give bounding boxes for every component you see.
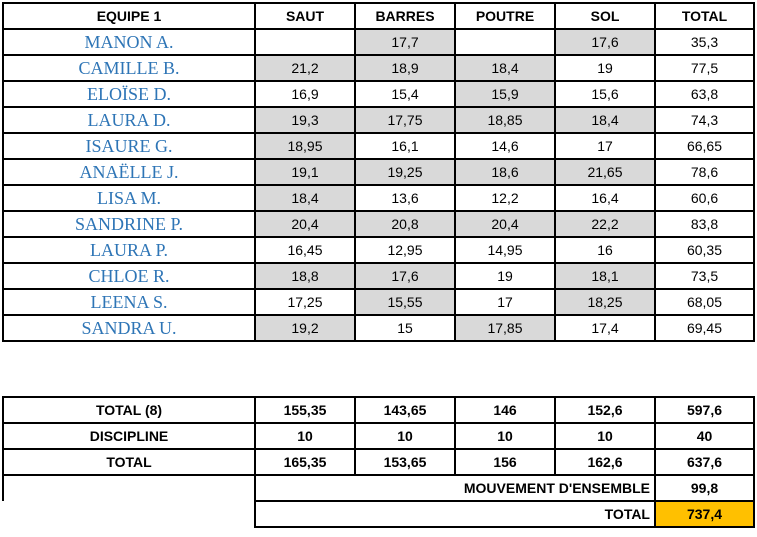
summary-total: 637,6: [655, 449, 754, 475]
score-poutre: 14,95: [455, 237, 555, 263]
athlete-row: [3, 211, 754, 237]
summary-sol: 152,6: [555, 397, 655, 423]
score-saut: 21,2: [255, 55, 355, 81]
athlete-row: [3, 107, 754, 133]
score-barres: 15: [355, 315, 455, 341]
score-sol: 21,65: [555, 159, 655, 185]
summary-table: [2, 396, 755, 528]
score-total: 35,3: [655, 29, 754, 55]
athlete-name: ELOÏSE D.: [3, 81, 255, 107]
score-sol: 17,6: [555, 29, 655, 55]
summary-barres: 143,65: [355, 397, 455, 423]
score-poutre: 17: [455, 289, 555, 315]
summary-label: DISCIPLINE: [3, 423, 255, 449]
summary-sol: 10: [555, 423, 655, 449]
ensemble-label: MOUVEMENT D'ENSEMBLE: [255, 475, 655, 501]
athlete-row: [3, 133, 754, 159]
athlete-name: LISA M.: [3, 185, 255, 211]
score-poutre: 12,2: [455, 185, 555, 211]
ensemble-row: [3, 475, 754, 501]
score-sol: 18,4: [555, 107, 655, 133]
score-poutre: 14,6: [455, 133, 555, 159]
athlete-name: ANAËLLE J.: [3, 159, 255, 185]
summary-total: 40: [655, 423, 754, 449]
athlete-name: CHLOE R.: [3, 263, 255, 289]
score-sol: 15,6: [555, 81, 655, 107]
score-total: 60,6: [655, 185, 754, 211]
athlete-name: SANDRA U.: [3, 315, 255, 341]
col-header-sol: SOL: [555, 3, 655, 29]
grand-total-value: 737,4: [655, 501, 754, 527]
scores-table: [2, 2, 755, 342]
score-total: 77,5: [655, 55, 754, 81]
score-saut: 16,45: [255, 237, 355, 263]
score-saut: 19,1: [255, 159, 355, 185]
athlete-row: [3, 237, 754, 263]
grand-total-label: TOTAL: [255, 501, 655, 527]
athlete-row: [3, 185, 754, 211]
athlete-rows: [3, 29, 754, 341]
athlete-row: [3, 29, 754, 55]
blank-cell: [3, 475, 255, 501]
summary-label: TOTAL (8): [3, 397, 255, 423]
score-saut: 18,95: [255, 133, 355, 159]
score-poutre: 19: [455, 263, 555, 289]
score-poutre: 20,4: [455, 211, 555, 237]
col-header-poutre: POUTRE: [455, 3, 555, 29]
score-sol: 18,1: [555, 263, 655, 289]
athlete-row: [3, 55, 754, 81]
score-saut: 18,8: [255, 263, 355, 289]
score-saut: 18,4: [255, 185, 355, 211]
ensemble-value: 99,8: [655, 475, 754, 501]
col-header-saut: SAUT: [255, 3, 355, 29]
summary-barres: 153,65: [355, 449, 455, 475]
summary-total: 597,6: [655, 397, 754, 423]
score-total: 60,35: [655, 237, 754, 263]
col-header-barres: BARRES: [355, 3, 455, 29]
score-barres: 17,75: [355, 107, 455, 133]
score-total: 69,45: [655, 315, 754, 341]
score-total: 74,3: [655, 107, 754, 133]
score-poutre: 18,6: [455, 159, 555, 185]
athlete-name: LAURA P.: [3, 237, 255, 263]
summary-poutre: 10: [455, 423, 555, 449]
score-total: 68,05: [655, 289, 754, 315]
score-sol: 19: [555, 55, 655, 81]
score-sol: 22,2: [555, 211, 655, 237]
score-saut: 17,25: [255, 289, 355, 315]
summary-barres: 10: [355, 423, 455, 449]
score-total: 83,8: [655, 211, 754, 237]
header-row: [3, 3, 754, 29]
score-poutre: [455, 29, 555, 55]
score-sol: 17: [555, 133, 655, 159]
col-header-total: TOTAL: [655, 3, 754, 29]
summary-saut: 10: [255, 423, 355, 449]
summary-saut: 165,35: [255, 449, 355, 475]
athlete-row: [3, 81, 754, 107]
summary-row-discipline: [3, 423, 754, 449]
score-barres: 15,55: [355, 289, 455, 315]
score-sol: 16,4: [555, 185, 655, 211]
summary-row-total8: [3, 397, 754, 423]
score-saut: 16,9: [255, 81, 355, 107]
score-poutre: 17,85: [455, 315, 555, 341]
score-barres: 19,25: [355, 159, 455, 185]
score-total: 73,5: [655, 263, 754, 289]
score-poutre: 15,9: [455, 81, 555, 107]
score-barres: 12,95: [355, 237, 455, 263]
score-sol: 16: [555, 237, 655, 263]
score-total: 78,6: [655, 159, 754, 185]
athlete-name: MANON A.: [3, 29, 255, 55]
score-poutre: 18,4: [455, 55, 555, 81]
score-barres: 18,9: [355, 55, 455, 81]
athlete-row: [3, 315, 754, 341]
score-saut: 19,3: [255, 107, 355, 133]
score-poutre: 18,85: [455, 107, 555, 133]
summary-saut: 155,35: [255, 397, 355, 423]
athlete-name: SANDRINE P.: [3, 211, 255, 237]
athlete-name: ISAURE G.: [3, 133, 255, 159]
score-total: 63,8: [655, 81, 754, 107]
summary-label: TOTAL: [3, 449, 255, 475]
score-barres: 17,6: [355, 263, 455, 289]
athlete-name: CAMILLE B.: [3, 55, 255, 81]
summary-row-total: [3, 449, 754, 475]
blank-cell: [3, 501, 255, 527]
score-sol: 18,25: [555, 289, 655, 315]
athlete-row: [3, 159, 754, 185]
score-barres: 17,7: [355, 29, 455, 55]
summary-sol: 162,6: [555, 449, 655, 475]
athlete-name: LEENA S.: [3, 289, 255, 315]
score-sol: 17,4: [555, 315, 655, 341]
score-barres: 13,6: [355, 185, 455, 211]
score-barres: 20,8: [355, 211, 455, 237]
grand-total-row: [3, 501, 754, 527]
score-barres: 16,1: [355, 133, 455, 159]
summary-poutre: 156: [455, 449, 555, 475]
score-barres: 15,4: [355, 81, 455, 107]
athlete-row: [3, 289, 754, 315]
team-header: EQUIPE 1: [3, 3, 255, 29]
score-total: 66,65: [655, 133, 754, 159]
score-saut: 20,4: [255, 211, 355, 237]
athlete-name: LAURA D.: [3, 107, 255, 133]
summary-poutre: 146: [455, 397, 555, 423]
score-saut: [255, 29, 355, 55]
athlete-row: [3, 263, 754, 289]
score-saut: 19,2: [255, 315, 355, 341]
